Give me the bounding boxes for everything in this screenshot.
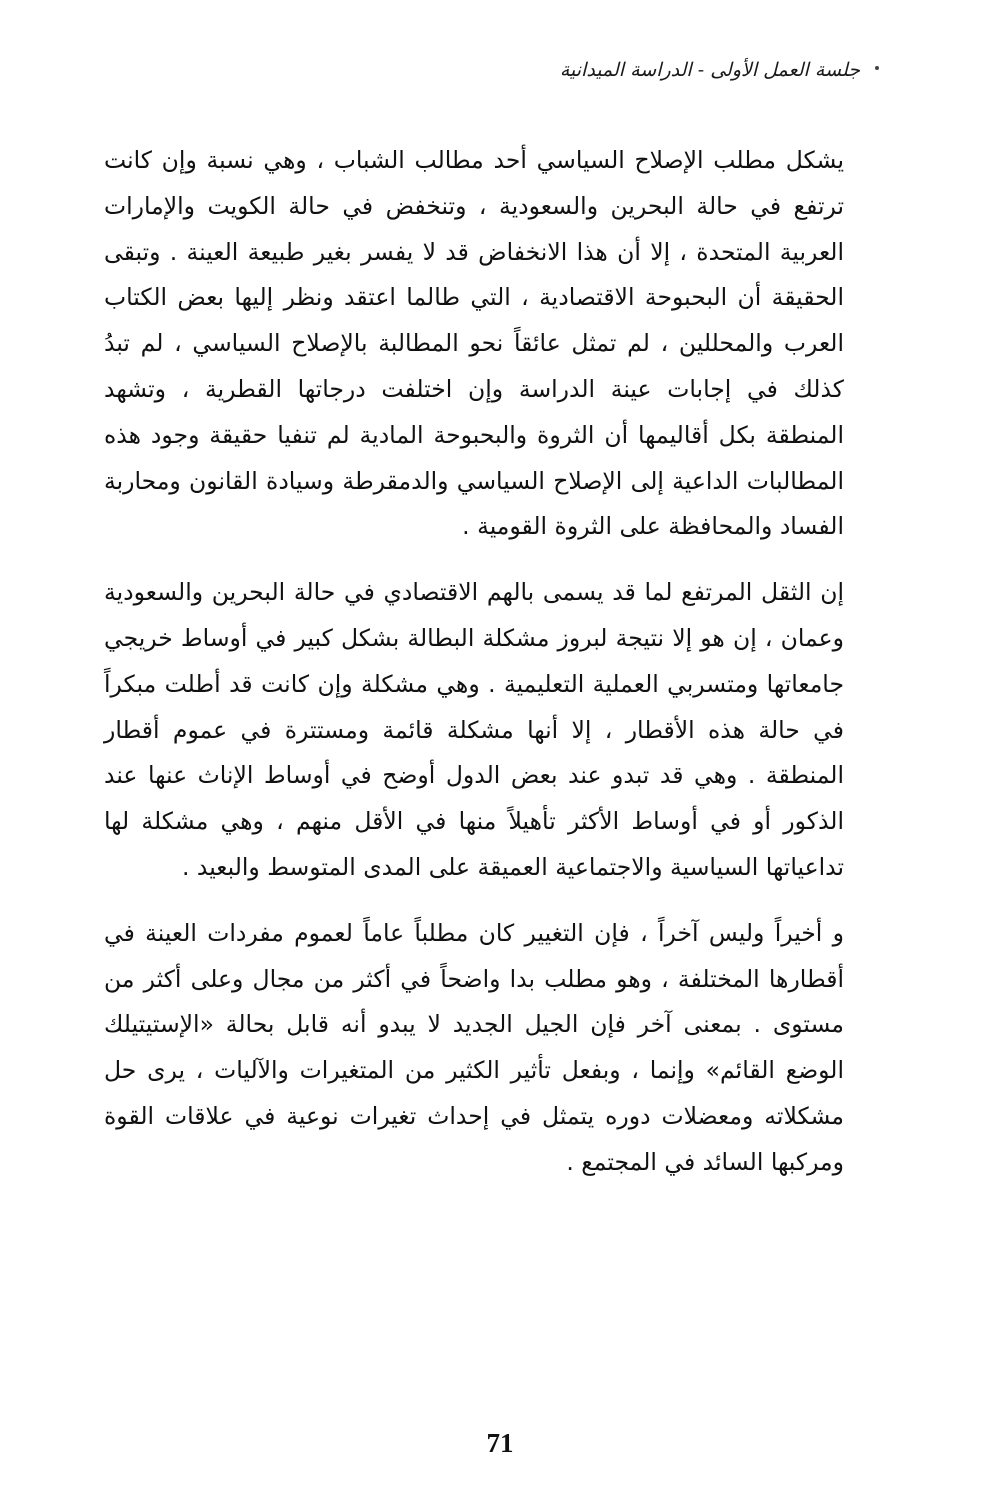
body-text xyxy=(104,138,844,1186)
page-number: 71 xyxy=(486,1428,514,1458)
paragraph-economic-concern: إن الثقل المرتفع لما قد يسمى بالهم الاقتصادي في حالة البحرين والسعودية وعمان ، إن هو إلا نتيجة لبروز مشكلة البطالة بشكل كبير في أوساط خريجي جامعاتها ومتسربي العملية التعليمية . وهي مشكلة وإن كانت قد أطلت مبكراً في حالة هذه الأقطار ، إلا أنها مشكلة قائمة ومستترة في عموم أقطار المنطقة . وهي قد تبدو عند بعض الدول أوضح في أوساط الإناث عنها عند الذكور أو في أوساط الأكثر تأهيلاً منها في الأقل منهم ، وهي مشكلة لها تداعياتها السياسية والاجتماعية العميقة على المدى المتوسط والبعيد . xyxy=(104,578,844,881)
paragraph-political-reform: يشكل مطلب الإصلاح السياسي أحد مطالب الشباب ، وهي نسبة وإن كانت ترتفع في حالة البحرين والسعودية ، وتنخفض في حالة الكويت والإمارات العربية المتحدة ، إلا أن هذا الانخفاض قد لا يفسر بغير طبيعة العينة . وتبقى الحقيقة أن البحبوحة الاقتصادية ، التي طالما اعتقد ونظر إليها بعض الكتاب العرب والمحللين ، لم تمثل عائقاً نحو المطالبة بالإصلاح السياسي ، لم تبدُ كذلك في إجابات عينة الدراسة وإن اختلفت درجاتها القطرية ، وتشهد المنطقة بكل أقاليمها أن الثروة والبحبوحة المادية لم تنفيا حقيقة وجود هذه المطالبات الداعية إلى الإصلاح السياسي والدمقرطة وسيادة القانون ومحاربة الفساد والمحافظة على الثروة القومية . xyxy=(104,146,844,541)
paragraph-change-demand: و أخيراً وليس آخراً ، فإن التغيير كان مطلباً عاماً لعموم مفردات العينة في أقطارها المختلفة ، وهو مطلب بدا واضحاً في أكثر من مجال وعلى أكثر من مستوى . بمعنى آخر فإن الجيل الجديد لا يبدو أنه قابل بحالة «الإستيتيلك الوضع القائم» وإنما ، وبفعل تأثير الكثير من المتغيرات والآليات ، يرى حل مشكلاته ومعضلات دوره يتمثل في إحداث تغيرات نوعية في علاقات القوة ومركبها السائد في المجتمع . xyxy=(104,918,844,1176)
header-mark xyxy=(875,66,879,70)
running-header: جلسة العمل الأولى - الدراسة الميدانية xyxy=(559,59,860,81)
